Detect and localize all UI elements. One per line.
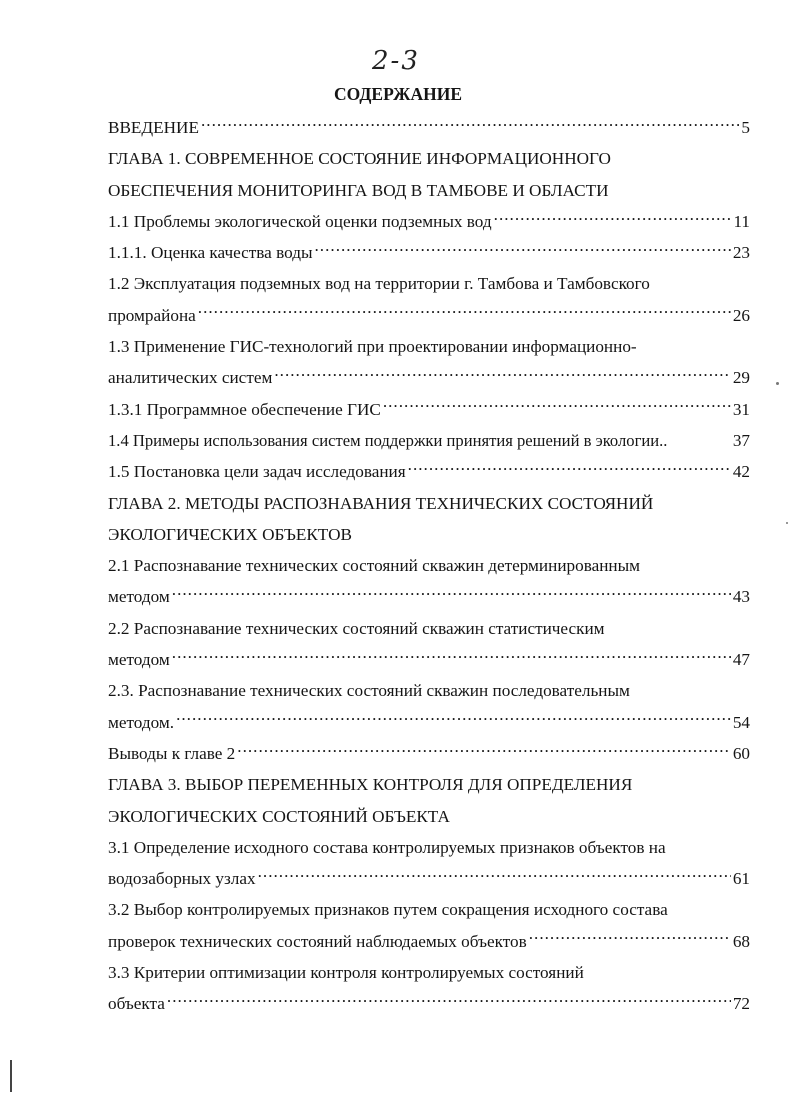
toc-entry-3-1-text: 3.1 Определение исходного состава контролируемых признаков объектов на bbox=[108, 837, 666, 857]
toc-entry-1-1-1 bbox=[108, 237, 750, 268]
toc-entry-page: 54 bbox=[732, 712, 750, 732]
chapter-3-heading-cont: ЭКОЛОГИЧЕСКИХ СОСТОЯНИЙ ОБЪЕКТА bbox=[108, 806, 450, 826]
leader-dots bbox=[408, 460, 731, 477]
toc-entry-1-3-1 bbox=[108, 394, 750, 425]
toc-entry-page: 31 bbox=[732, 399, 750, 419]
toc-entry-2-1-text: 2.1 Распознавание технических состояний скважин детерминированным bbox=[108, 556, 641, 576]
toc-entry-text: Выводы к главе 2 bbox=[108, 743, 236, 763]
toc-entry-3-3 bbox=[108, 988, 750, 1019]
toc-entry-text: 1.3.1 Программное обеспечение ГИС bbox=[108, 399, 381, 419]
toc-entry-page: 68 bbox=[732, 931, 750, 951]
toc-entry-1-4 bbox=[108, 425, 750, 456]
toc-entry-3-1 bbox=[108, 863, 750, 894]
table-of-contents bbox=[108, 112, 750, 1020]
leader-dots bbox=[172, 585, 731, 602]
toc-entry-2-1 bbox=[108, 581, 750, 612]
toc-entry-page: 29 bbox=[732, 368, 750, 388]
toc-entry-3-2-text: 3.2 Выбор контролируемых признаков путем сокращения исходного состава bbox=[108, 900, 668, 920]
leader-dots bbox=[258, 867, 731, 884]
toc-entry-page: 11 bbox=[733, 211, 750, 231]
toc-entry-intro bbox=[108, 112, 750, 143]
leader-dots bbox=[274, 366, 730, 383]
toc-entry-page: 37 bbox=[732, 430, 750, 450]
toc-entry-text: проверок технических состояний наблюдаемых объектов bbox=[108, 931, 527, 951]
leader-dots bbox=[201, 116, 739, 133]
toc-entry-page: 61 bbox=[732, 869, 750, 889]
leader-dots bbox=[383, 397, 731, 414]
toc-entry-1-2 bbox=[108, 300, 750, 331]
toc-entry-text: объекта bbox=[108, 994, 165, 1014]
toc-entry-1-5 bbox=[108, 456, 750, 487]
toc-entry-page: 42 bbox=[732, 462, 750, 482]
toc-entry-text: методом bbox=[108, 650, 170, 670]
toc-entry-text: 1.5 Постановка цели задач исследования bbox=[108, 462, 406, 482]
leader-dots bbox=[167, 992, 731, 1009]
toc-entry-3-3-text: 3.3 Критерии оптимизации контроля контролируемых состояний bbox=[108, 963, 584, 983]
toc-entry-text: ВВЕДЕНИЕ bbox=[108, 118, 199, 137]
toc-entry-3-2 bbox=[108, 926, 750, 957]
toc-entry-1-3-text: 1.3 Применение ГИС-технологий при проектировании информационно- bbox=[108, 337, 637, 357]
toc-entry-text: водозаборных узлах bbox=[108, 869, 256, 889]
toc-entry-text: 1.4 Примеры использования систем поддержки принятия решений в экологии.. bbox=[108, 430, 668, 450]
page-title: СОДЕРЖАНИЕ bbox=[333, 84, 462, 104]
toc-entry-page: 60 bbox=[732, 743, 750, 763]
scan-speck bbox=[786, 522, 788, 524]
toc-entry-text: методом. bbox=[108, 712, 175, 732]
leader-dots bbox=[315, 241, 731, 258]
toc-entry-page: 23 bbox=[732, 243, 750, 263]
toc-entry-text: 1.1.1. Оценка качества воды bbox=[108, 243, 313, 263]
toc-entry-page: 72 bbox=[732, 994, 750, 1014]
toc-entry-2-2-text: 2.2 Распознавание технических состояний скважин статистическим bbox=[108, 618, 605, 638]
leader-dots bbox=[529, 930, 731, 947]
toc-entry-1-3 bbox=[108, 362, 750, 393]
chapter-2-heading-cont: ЭКОЛОГИЧЕСКИХ ОБЪЕКТОВ bbox=[108, 524, 352, 544]
toc-entry-text: аналитических систем bbox=[108, 368, 273, 388]
toc-entry-2-2 bbox=[108, 644, 750, 675]
toc-entry-2-3 bbox=[108, 707, 750, 738]
handwritten-page-number: 2-3 bbox=[372, 46, 420, 76]
toc-entry-page: 5 bbox=[741, 118, 750, 137]
toc-entry-page: 43 bbox=[732, 587, 750, 607]
toc-entry-text: методом bbox=[108, 587, 170, 607]
toc-entry-page: 26 bbox=[732, 305, 750, 325]
toc-entry-text: промрайона bbox=[108, 305, 196, 325]
scan-speck bbox=[776, 382, 779, 385]
toc-entry-text: 1.1 Проблемы экологической оценки подземных вод bbox=[108, 211, 492, 231]
chapter-3-heading: ГЛАВА 3. ВЫБОР ПЕРЕМЕННЫХ КОНТРОЛЯ ДЛЯ ОПРЕДЕЛЕНИЯ bbox=[108, 775, 633, 795]
chapter-1-heading-cont: ОБЕСПЕЧЕНИЯ МОНИТОРИНГА ВОД В ТАМБОВЕ И ОБЛАСТИ bbox=[108, 180, 609, 200]
toc-entry-page: 47 bbox=[732, 650, 750, 670]
leader-dots bbox=[198, 304, 731, 321]
toc-entry-2-3-text: 2.3. Распознавание технических состояний скважин последовательным bbox=[108, 681, 630, 701]
leader-dots bbox=[237, 742, 731, 759]
toc-entry-1-1 bbox=[108, 206, 750, 237]
leader-dots bbox=[494, 210, 732, 227]
scan-margin-mark bbox=[10, 1060, 12, 1092]
chapter-2-heading: ГЛАВА 2. МЕТОДЫ РАСПОЗНАВАНИЯ ТЕХНИЧЕСКИХ СОСТОЯНИЙ bbox=[108, 493, 654, 513]
leader-dots bbox=[176, 710, 731, 727]
toc-entry-1-2-text: 1.2 Эксплуатация подземных вод на территории г. Тамбова и Тамбовского bbox=[108, 274, 650, 294]
chapter-1-heading: ГЛАВА 1. СОВРЕМЕННОЕ СОСТОЯНИЕ ИНФОРМАЦИОННОГО bbox=[108, 149, 611, 169]
leader-dots bbox=[172, 648, 731, 665]
toc-entry-conclusions-2 bbox=[108, 738, 750, 769]
